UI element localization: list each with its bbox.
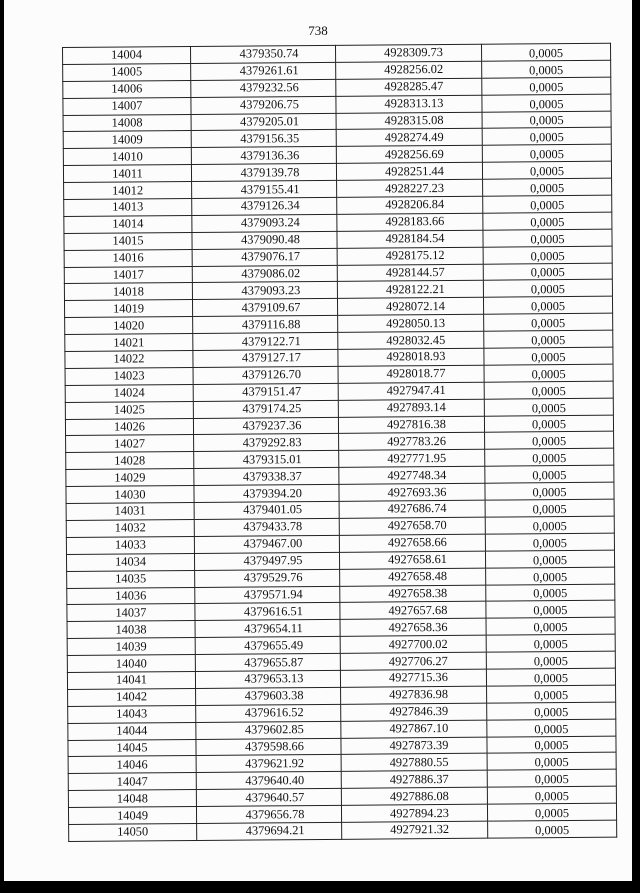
- y-coordinate-cell: 4928122.21: [337, 281, 483, 299]
- y-coordinate-cell: 4927657.68: [340, 602, 486, 620]
- y-coordinate-cell: 4927658.66: [339, 534, 485, 552]
- tolerance-cell: 0,0005: [486, 668, 615, 686]
- y-coordinate-cell: 4927816.38: [338, 416, 484, 434]
- x-coordinate-cell: 4379151.47: [193, 383, 338, 401]
- point-number-cell: 14020: [65, 317, 193, 335]
- y-coordinate-cell: 4927706.27: [340, 652, 486, 670]
- tolerance-cell: 0,0005: [485, 449, 614, 467]
- tolerance-cell: 0,0005: [483, 246, 612, 264]
- point-number-cell: 14028: [66, 452, 194, 470]
- tolerance-cell: 0,0005: [484, 364, 613, 382]
- table-row: [69, 820, 617, 841]
- y-coordinate-cell: 4928050.13: [338, 314, 484, 332]
- y-coordinate-cell: 4927893.14: [338, 399, 484, 417]
- y-coordinate-cell: 4927894.23: [341, 804, 487, 822]
- y-coordinate-cell: 4927921.32: [342, 821, 488, 839]
- x-coordinate-cell: 4379156.35: [191, 130, 336, 148]
- point-number-cell: 14038: [67, 621, 195, 639]
- x-coordinate-cell: 4379127.17: [193, 349, 338, 367]
- tolerance-cell: 0,0005: [485, 499, 614, 517]
- tolerance-cell: 0,0005: [482, 161, 611, 179]
- y-coordinate-cell: 4928184.54: [337, 230, 483, 248]
- tolerance-cell: 0,0005: [484, 330, 613, 348]
- point-number-cell: 14015: [64, 232, 192, 250]
- y-coordinate-cell: 4927700.02: [340, 635, 486, 653]
- y-coordinate-cell: 4928315.08: [336, 112, 482, 130]
- tolerance-cell: 0,0005: [482, 94, 611, 112]
- x-coordinate-cell: 4379086.02: [192, 265, 337, 283]
- document-page: [4, 0, 632, 881]
- y-coordinate-cell: 4927658.36: [340, 618, 486, 636]
- x-coordinate-cell: 4379205.01: [191, 113, 336, 131]
- point-number-cell: 14024: [65, 384, 193, 402]
- y-coordinate-cell: 4928309.73: [335, 44, 481, 62]
- point-number-cell: 14031: [66, 503, 194, 521]
- point-number-cell: 14027: [66, 435, 194, 453]
- point-number-cell: 14005: [63, 63, 191, 81]
- y-coordinate-cell: 4928018.77: [338, 365, 484, 383]
- tolerance-cell: 0,0005: [481, 43, 610, 61]
- y-coordinate-cell: 4927658.61: [339, 551, 485, 569]
- point-number-cell: 14029: [66, 469, 194, 487]
- y-coordinate-cell: 4927873.39: [341, 737, 487, 755]
- x-coordinate-cell: 4379616.51: [195, 603, 340, 621]
- page-number: 738: [308, 23, 328, 38]
- point-number-cell: 14006: [63, 80, 191, 98]
- x-coordinate-cell: 4379338.37: [194, 468, 339, 486]
- tolerance-cell: 0,0005: [484, 398, 613, 416]
- y-coordinate-cell: 4928144.57: [337, 264, 483, 282]
- y-coordinate-cell: 4928018.93: [338, 348, 484, 366]
- y-coordinate-cell: 4927846.39: [341, 703, 487, 721]
- x-coordinate-cell: 4379401.05: [194, 501, 339, 519]
- x-coordinate-cell: 4379090.48: [192, 231, 337, 249]
- tolerance-cell: 0,0005: [487, 719, 616, 737]
- scan-border: [0, 881, 640, 893]
- y-coordinate-cell: 4927771.95: [339, 450, 485, 468]
- x-coordinate-cell: 4379206.75: [191, 96, 336, 114]
- y-coordinate-cell: 4927886.37: [341, 770, 487, 788]
- y-coordinate-cell: 4927947.41: [338, 382, 484, 400]
- y-coordinate-cell: 4927686.74: [339, 500, 485, 518]
- y-coordinate-cell: 4928072.14: [337, 298, 483, 316]
- x-coordinate-cell: 4379315.01: [194, 451, 339, 469]
- tolerance-cell: 0,0005: [484, 313, 613, 331]
- tolerance-cell: 0,0005: [483, 212, 612, 230]
- point-number-cell: 14021: [65, 334, 193, 352]
- point-number-cell: 14019: [64, 300, 192, 318]
- tolerance-cell: 0,0005: [487, 702, 616, 720]
- tolerance-cell: 0,0005: [486, 567, 615, 585]
- x-coordinate-cell: 4379602.85: [196, 721, 341, 739]
- y-coordinate-cell: 4927867.10: [341, 720, 487, 738]
- point-number-cell: 14004: [63, 46, 191, 64]
- x-coordinate-cell: 4379467.00: [194, 535, 339, 553]
- tolerance-cell: 0,0005: [487, 736, 616, 754]
- tolerance-cell: 0,0005: [485, 533, 614, 551]
- point-number-cell: 14042: [68, 688, 196, 706]
- point-number-cell: 14018: [64, 283, 192, 301]
- point-number-cell: 14048: [68, 790, 196, 808]
- tolerance-cell: 0,0005: [482, 145, 611, 163]
- tolerance-cell: 0,0005: [486, 584, 615, 602]
- tolerance-cell: 0,0005: [485, 550, 614, 568]
- point-number-cell: 14026: [65, 418, 193, 436]
- point-number-cell: 14008: [63, 114, 191, 132]
- tolerance-cell: 0,0005: [482, 77, 611, 95]
- x-coordinate-cell: 4379126.70: [193, 366, 338, 384]
- y-coordinate-cell: 4928274.49: [336, 129, 482, 147]
- x-coordinate-cell: 4379616.52: [196, 704, 341, 722]
- tolerance-cell: 0,0005: [483, 178, 612, 196]
- tolerance-cell: 0,0005: [487, 803, 616, 821]
- point-number-cell: 14040: [67, 655, 195, 673]
- x-coordinate-cell: 4379139.78: [191, 164, 336, 182]
- x-coordinate-cell: 4379126.34: [192, 197, 337, 215]
- y-coordinate-cell: 4928206.84: [337, 196, 483, 214]
- point-number-cell: 14035: [67, 570, 195, 588]
- x-coordinate-cell: 4379654.11: [195, 620, 340, 638]
- x-coordinate-cell: 4379433.78: [194, 518, 339, 536]
- x-coordinate-cell: 4379237.36: [193, 417, 338, 435]
- y-coordinate-cell: 4928285.47: [336, 78, 482, 96]
- point-number-cell: 14025: [65, 401, 193, 419]
- y-coordinate-cell: 4927693.36: [339, 483, 485, 501]
- x-coordinate-cell: 4379655.49: [195, 637, 340, 655]
- y-coordinate-cell: 4928183.66: [337, 213, 483, 231]
- x-coordinate-cell: 4379694.21: [197, 822, 342, 840]
- point-number-cell: 14036: [67, 587, 195, 605]
- tolerance-cell: 0,0005: [487, 769, 616, 787]
- x-coordinate-cell: 4379598.66: [196, 738, 341, 756]
- y-coordinate-cell: 4927836.98: [341, 686, 487, 704]
- tolerance-cell: 0,0005: [488, 820, 617, 838]
- y-coordinate-cell: 4927658.38: [340, 585, 486, 603]
- point-number-cell: 14023: [65, 367, 193, 385]
- tolerance-cell: 0,0005: [483, 297, 612, 315]
- x-coordinate-cell: 4379174.25: [193, 400, 338, 418]
- tolerance-cell: 0,0005: [485, 482, 614, 500]
- point-number-cell: 14009: [63, 131, 191, 149]
- tolerance-cell: 0,0005: [484, 415, 613, 433]
- point-number-cell: 14030: [66, 486, 194, 504]
- y-coordinate-cell: 4927880.55: [341, 754, 487, 772]
- tolerance-cell: 0,0005: [487, 685, 616, 703]
- tolerance-cell: 0,0005: [487, 753, 616, 771]
- y-coordinate-cell: 4928227.23: [337, 179, 483, 197]
- tolerance-cell: 0,0005: [483, 280, 612, 298]
- x-coordinate-cell: 4379093.24: [192, 214, 337, 232]
- x-coordinate-cell: 4379640.40: [196, 772, 341, 790]
- point-number-cell: 14045: [68, 739, 196, 757]
- tolerance-cell: 0,0005: [485, 465, 614, 483]
- x-coordinate-cell: 4379656.78: [196, 805, 341, 823]
- x-coordinate-cell: 4379136.36: [191, 147, 336, 165]
- point-number-cell: 14010: [63, 148, 191, 166]
- x-coordinate-cell: 4379655.87: [195, 653, 340, 671]
- x-coordinate-cell: 4379621.92: [196, 755, 341, 773]
- y-coordinate-cell: 4927715.36: [340, 669, 486, 687]
- point-number-cell: 14043: [68, 705, 196, 723]
- point-number-cell: 14050: [69, 823, 197, 841]
- x-coordinate-cell: 4379653.13: [195, 670, 340, 688]
- point-number-cell: 14037: [67, 604, 195, 622]
- y-coordinate-cell: 4927658.70: [339, 517, 485, 535]
- x-coordinate-cell: 4379640.57: [196, 789, 341, 807]
- x-coordinate-cell: 4379529.76: [195, 569, 340, 587]
- x-coordinate-cell: 4379232.56: [191, 79, 336, 97]
- y-coordinate-cell: 4928251.44: [336, 162, 482, 180]
- y-coordinate-cell: 4928175.12: [337, 247, 483, 265]
- point-number-cell: 14007: [63, 97, 191, 115]
- point-number-cell: 14013: [64, 199, 192, 217]
- x-coordinate-cell: 4379497.95: [194, 552, 339, 570]
- point-number-cell: 14046: [68, 756, 196, 774]
- y-coordinate-cell: 4927783.26: [339, 433, 485, 451]
- tolerance-cell: 0,0005: [483, 195, 612, 213]
- x-coordinate-cell: 4379394.20: [194, 484, 339, 502]
- x-coordinate-cell: 4379350.74: [190, 45, 335, 63]
- tolerance-cell: 0,0005: [482, 111, 611, 129]
- y-coordinate-cell: 4927658.48: [340, 568, 486, 586]
- tolerance-cell: 0,0005: [484, 381, 613, 399]
- point-number-cell: 14039: [67, 638, 195, 656]
- x-coordinate-cell: 4379261.61: [191, 62, 336, 80]
- point-number-cell: 14017: [64, 266, 192, 284]
- tolerance-cell: 0,0005: [485, 432, 614, 450]
- tolerance-cell: 0,0005: [484, 347, 613, 365]
- point-number-cell: 14049: [68, 807, 196, 825]
- coordinates-table: [62, 43, 617, 842]
- point-number-cell: 14034: [66, 553, 194, 571]
- point-number-cell: 14041: [67, 671, 195, 689]
- tolerance-cell: 0,0005: [485, 516, 614, 534]
- tolerance-cell: 0,0005: [486, 634, 615, 652]
- x-coordinate-cell: 4379076.17: [192, 248, 337, 266]
- tolerance-cell: 0,0005: [487, 786, 616, 804]
- y-coordinate-cell: 4928256.02: [336, 61, 482, 79]
- y-coordinate-cell: 4927886.08: [341, 787, 487, 805]
- point-number-cell: 14047: [68, 773, 196, 791]
- y-coordinate-cell: 4927748.34: [339, 466, 485, 484]
- point-number-cell: 14016: [64, 249, 192, 267]
- point-number-cell: 14012: [64, 182, 192, 200]
- tolerance-cell: 0,0005: [482, 128, 611, 146]
- x-coordinate-cell: 4379571.94: [195, 586, 340, 604]
- y-coordinate-cell: 4928256.69: [336, 146, 482, 164]
- tolerance-cell: 0,0005: [482, 60, 611, 78]
- x-coordinate-cell: 4379116.88: [193, 316, 338, 334]
- point-number-cell: 14022: [65, 351, 193, 369]
- x-coordinate-cell: 4379109.67: [192, 299, 337, 317]
- point-number-cell: 14033: [66, 536, 194, 554]
- y-coordinate-cell: 4928032.45: [338, 331, 484, 349]
- x-coordinate-cell: 4379155.41: [192, 180, 337, 198]
- x-coordinate-cell: 4379603.38: [196, 687, 341, 705]
- tolerance-cell: 0,0005: [486, 651, 615, 669]
- point-number-cell: 14011: [63, 165, 191, 183]
- point-number-cell: 14014: [64, 215, 192, 233]
- tolerance-cell: 0,0005: [483, 263, 612, 281]
- tolerance-cell: 0,0005: [486, 601, 615, 619]
- coordinates-table-body: [63, 43, 617, 841]
- y-coordinate-cell: 4928313.13: [336, 95, 482, 113]
- x-coordinate-cell: 4379292.83: [194, 434, 339, 452]
- tolerance-cell: 0,0005: [486, 617, 615, 635]
- tolerance-cell: 0,0005: [483, 229, 612, 247]
- x-coordinate-cell: 4379122.71: [193, 332, 338, 350]
- point-number-cell: 14032: [66, 519, 194, 537]
- point-number-cell: 14044: [68, 722, 196, 740]
- x-coordinate-cell: 4379093.23: [192, 282, 337, 300]
